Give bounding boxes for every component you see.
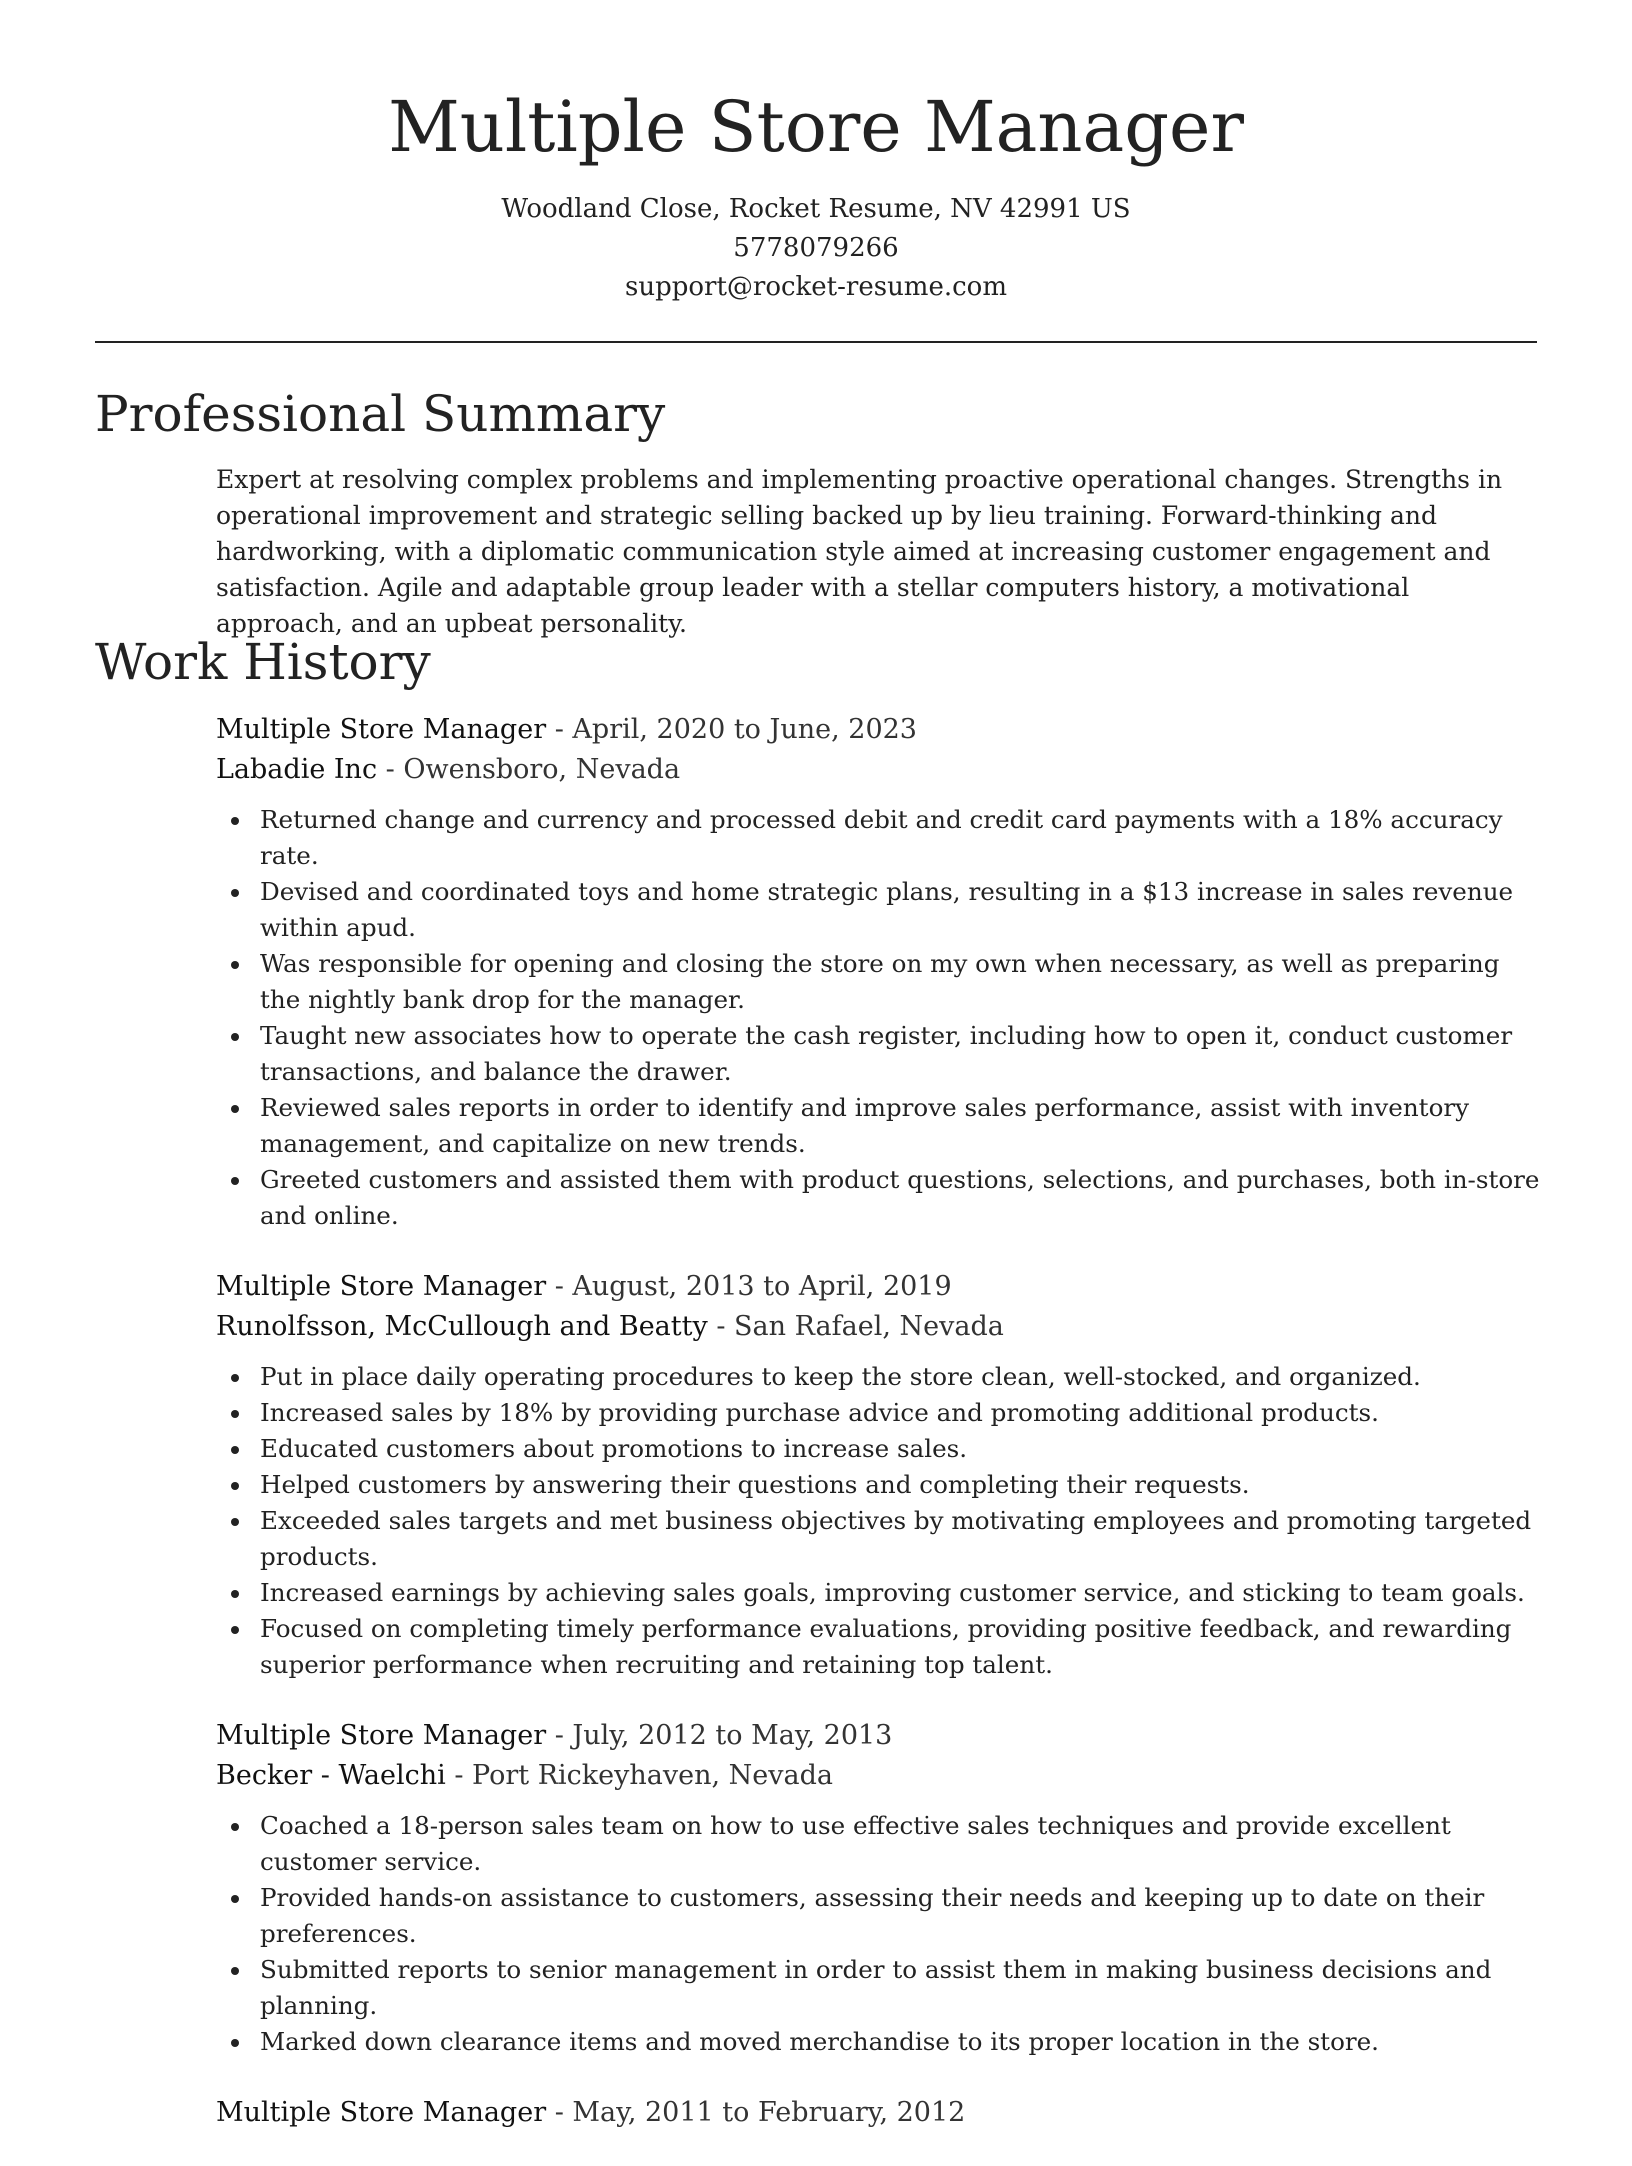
work-history-list (216, 710, 1546, 2166)
job-entry (216, 710, 1546, 1234)
job-location: Port Rickeyhaven, Nevada (472, 1760, 834, 1791)
job-company-line: Labadie Inc - Owensboro, Nevada (216, 754, 681, 785)
address: Woodland Close, Rocket Resume, NV 42991 US (501, 194, 1131, 224)
job-bullet: Reviewed sales reports in order to identify and improve sales performance, assist with inventory management, and capitalize on new trends. (216, 1090, 1546, 1162)
section-title-work-history: Work History (95, 633, 431, 691)
job-title-line: Multiple Store Manager - April, 2020 to June, 2023 (216, 714, 917, 745)
resume-header (0, 0, 1632, 307)
job-company: Runolfsson, McCullough and Beatty (216, 1311, 708, 1342)
job-title-line: Multiple Store Manager - May, 2011 to February, 2012 (216, 2097, 966, 2128)
job-company-line: Becker - Waelchi - Port Rickeyhaven, Nevada (216, 1760, 834, 1791)
job-entry (216, 1267, 1546, 1683)
job-bullets (216, 1359, 1546, 1683)
candidate-name: Multiple Store Manager (388, 86, 1244, 168)
job-bullet: Increased earnings by achieving sales goals, improving customer service, and sticking to team goals. (216, 1575, 1546, 1611)
job-role: Multiple Store Manager (216, 1271, 547, 1302)
job-bullet: Exceeded sales targets and met business objectives by motivating employees and promoting targeted products. (216, 1503, 1546, 1575)
summary-text: Expert at resolving complex problems and implementing proactive operational changes. Strengths in operational improvement and strategic selling backed up by lieu training. Forward-thinking and hardworking, with a diplomatic communication style aimed at increasing customer engagement and satisfaction. Agile and adaptable group leader with a stellar computers history, a motivational approach, and an upbeat personality. (216, 465, 1503, 638)
job-company: Becker - Waelchi (216, 1760, 446, 1791)
job-bullet: Coached a 18-person sales team on how to use effective sales techniques and provide excellent customer service. (216, 1808, 1546, 1880)
job-bullets (216, 1808, 1546, 2060)
job-bullet: Taught new associates how to operate the cash register, including how to open it, conduct customer transactions, and balance the drawer. (216, 1018, 1546, 1090)
job-bullet: Helped customers by answering their questions and completing their requests. (216, 1467, 1546, 1503)
job-bullet: Focused on completing timely performance evaluations, providing positive feedback, and rewarding superior performance when recruiting and retaining top talent. (216, 1611, 1546, 1683)
job-title-line: Multiple Store Manager - July, 2012 to May, 2013 (216, 1720, 893, 1751)
job-bullet: Marked down clearance items and moved merchandise to its proper location in the store. (216, 2024, 1546, 2060)
section-title-summary: Professional Summary (95, 385, 666, 443)
phone-number: 5778079266 (733, 233, 899, 263)
job-entry (216, 2093, 1546, 2133)
header-divider (95, 341, 1537, 343)
job-bullet: Put in place daily operating procedures to keep the store clean, well-stocked, and organized. (216, 1359, 1546, 1395)
job-bullet: Was responsible for opening and closing the store on my own when necessary, as well as preparing the nightly bank drop for the manager. (216, 946, 1546, 1018)
job-role: Multiple Store Manager (216, 714, 547, 745)
job-bullet: Devised and coordinated toys and home strategic plans, resulting in a $13 increase in sales revenue within apud. (216, 874, 1546, 946)
email-address: support@rocket-resume.com (624, 272, 1007, 302)
job-role: Multiple Store Manager (216, 2097, 547, 2128)
job-bullet: Educated customers about promotions to increase sales. (216, 1431, 1546, 1467)
job-bullet: Submitted reports to senior management in order to assist them in making business decisions and planning. (216, 1952, 1546, 2024)
job-company: Labadie Inc (216, 754, 378, 785)
job-bullet: Provided hands-on assistance to customers, assessing their needs and keeping up to date on their preferences. (216, 1880, 1546, 1952)
job-bullet: Greeted customers and assisted them with product questions, selections, and purchases, both in-store and online. (216, 1162, 1546, 1234)
job-entry (216, 1716, 1546, 2060)
job-location: Owensboro, Nevada (403, 754, 681, 785)
job-title-line: Multiple Store Manager - August, 2013 to April, 2019 (216, 1271, 952, 1302)
contact-info (0, 190, 1632, 307)
job-bullets (216, 802, 1546, 1234)
job-role: Multiple Store Manager (216, 1720, 547, 1751)
job-bullet: Returned change and currency and processed debit and credit card payments with a 18% accuracy rate. (216, 802, 1546, 874)
job-location: San Rafael, Nevada (734, 1311, 1004, 1342)
job-company-line: Runolfsson, McCullough and Beatty - San Rafael, Nevada (216, 1311, 1004, 1342)
job-bullet: Increased sales by 18% by providing purchase advice and promoting additional products. (216, 1395, 1546, 1431)
job-dates: May, 2011 to February, 2012 (572, 2097, 966, 2128)
job-dates: July, 2012 to May, 2013 (572, 1720, 893, 1751)
job-dates: April, 2020 to June, 2023 (572, 714, 917, 745)
job-dates: August, 2013 to April, 2019 (572, 1271, 952, 1302)
